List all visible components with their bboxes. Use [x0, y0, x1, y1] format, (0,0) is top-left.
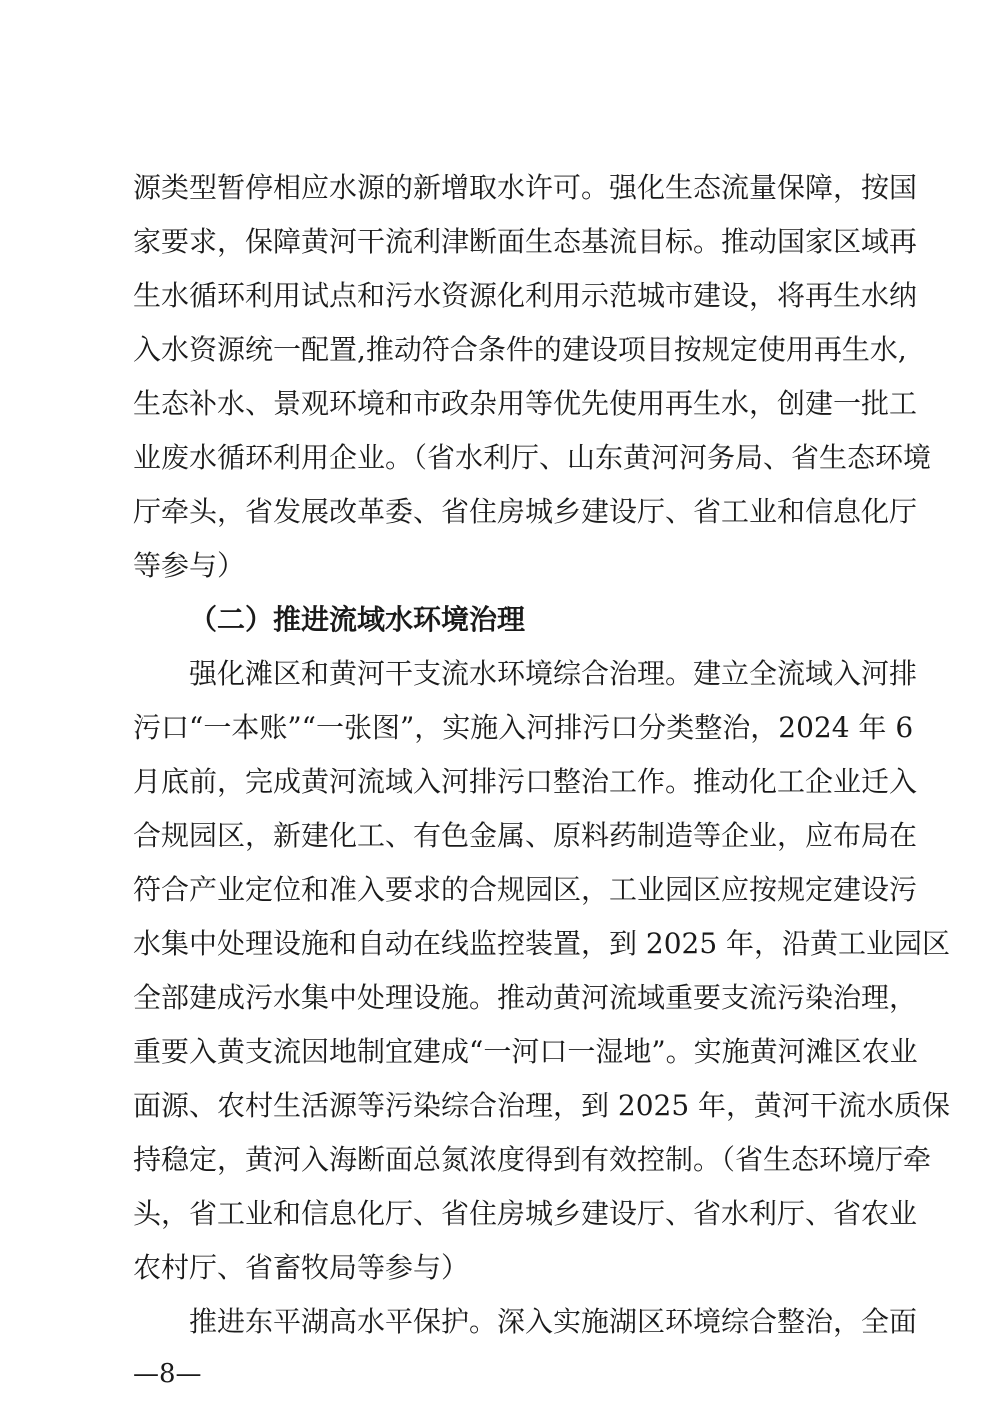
paragraph-line: 厅牵头，省发展改革委、省住房城乡建设厅、省工业和信息化厅: [133, 495, 918, 528]
paragraph-line: 合规园区，新建化工、有色金属、原料药制造等企业，应布局在: [133, 819, 918, 852]
paragraph-line: 业废水循环利用企业。（省水利厅、山东黄河河务局、省生态环境: [133, 441, 932, 474]
paragraph-line: 推进东平湖高水平保护。深入实施湖区环境综合整治，全面: [189, 1305, 918, 1338]
paragraph-line: 符合产业定位和准入要求的合规园区，工业园区应按规定建设污: [133, 873, 918, 906]
paragraph-line: 家要求，保障黄河干流利津断面生态基流目标。推动国家区域再: [133, 225, 918, 258]
paragraph-line: 水集中处理设施和自动在线监控装置，到 2025 年，沿黄工业园区: [133, 927, 951, 960]
paragraph-line: 生水循环利用试点和污水资源化利用示范城市建设，将再生水纳: [133, 279, 918, 312]
paragraph-line: 重要入黄支流因地制宜建成“一河口一湿地”。实施黄河滩区农业: [133, 1035, 918, 1068]
paragraph-line: 农村厅、省畜牧局等参与）: [133, 1251, 470, 1284]
paragraph-line: 等参与）: [133, 549, 246, 582]
paragraph-line: 面源、农村生活源等污染综合治理，到 2025 年，黄河干流水质保: [133, 1089, 951, 1122]
paragraph-line: 污口“一本账”“一张图”，实施入河排污口分类整治，2024 年 6: [133, 711, 914, 744]
paragraph-line: 头，省工业和信息化厅、省住房城乡建设厅、省水利厅、省农业: [133, 1197, 918, 1230]
paragraph-line: 强化滩区和黄河干支流水环境综合治理。建立全流域入河排: [189, 657, 918, 690]
page-number: —8—: [133, 1359, 202, 1389]
paragraph-line: 入水资源统一配置,推动符合条件的建设项目按规定使用再生水,: [133, 333, 907, 366]
paragraph-line: 月底前，完成黄河流域入河排污口整治工作。推动化工企业迁入: [133, 765, 918, 798]
paragraph-line: 生态补水、景观环境和市政杂用等优先使用再生水，创建一批工: [133, 387, 918, 420]
paragraph-line: 持稳定，黄河入海断面总氮浓度得到有效控制。（省生态环境厅牵: [133, 1143, 932, 1176]
paragraph-line: 全部建成污水集中处理设施。推动黄河流域重要支流污染治理，: [133, 981, 918, 1014]
paragraph-line: 源类型暂停相应水源的新增取水许可。强化生态流量保障，按国: [133, 171, 918, 204]
section-heading: （二）推进流域水环境治理: [189, 603, 526, 636]
